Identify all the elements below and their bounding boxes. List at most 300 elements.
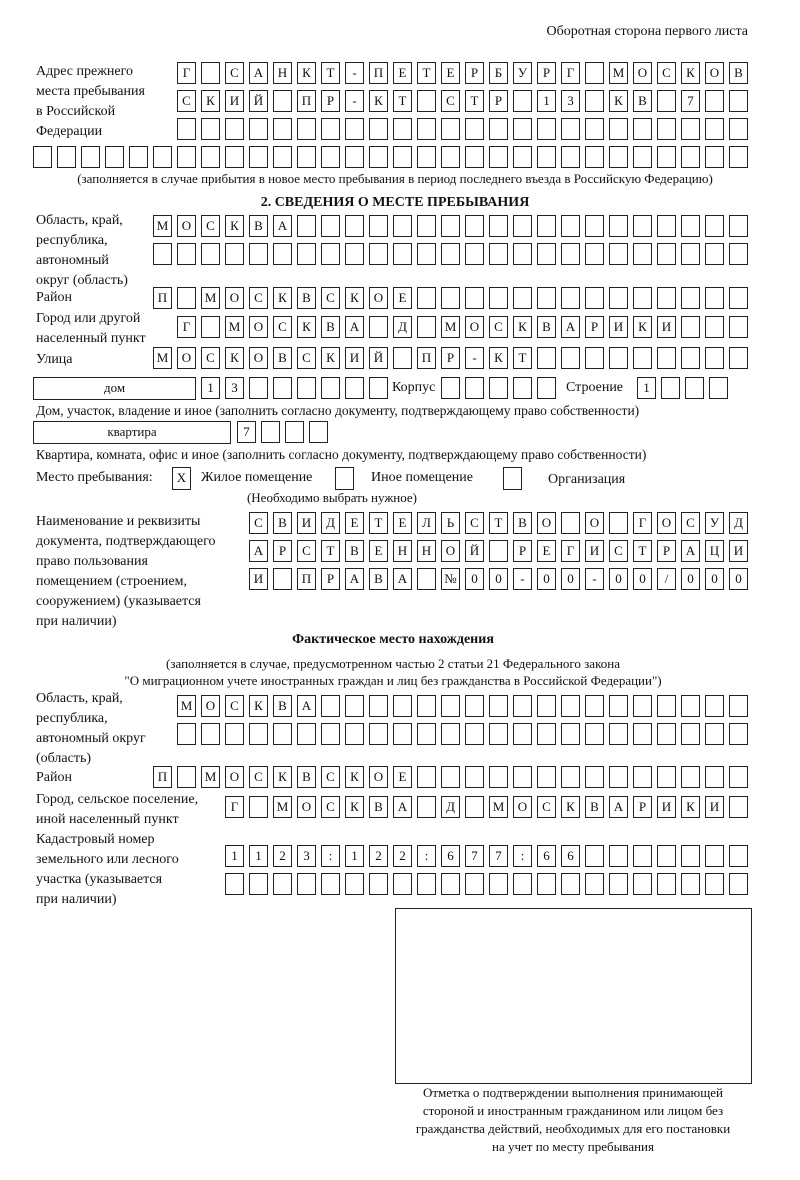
char-cell[interactable] (393, 695, 412, 717)
char-cell[interactable] (465, 243, 484, 265)
char-cell[interactable]: В (513, 512, 532, 534)
char-cell[interactable]: К (681, 62, 700, 84)
char-cell[interactable] (369, 243, 388, 265)
char-cell[interactable] (513, 723, 532, 745)
char-cell[interactable] (369, 723, 388, 745)
char-cell[interactable]: 0 (633, 568, 652, 590)
char-cell[interactable] (729, 766, 748, 788)
char-cell[interactable]: Р (633, 796, 652, 818)
char-cell[interactable] (273, 723, 292, 745)
char-cell[interactable] (657, 215, 676, 237)
char-cell[interactable] (465, 695, 484, 717)
char-cell[interactable]: К (249, 695, 268, 717)
char-cell[interactable]: - (345, 90, 364, 112)
char-cell[interactable]: Й (369, 347, 388, 369)
char-cell[interactable] (633, 215, 652, 237)
char-cell[interactable] (225, 118, 244, 140)
char-cell[interactable] (633, 766, 652, 788)
char-cell[interactable] (129, 146, 148, 168)
char-cell[interactable]: К (297, 316, 316, 338)
char-cell[interactable]: И (297, 512, 316, 534)
char-cell[interactable] (57, 146, 76, 168)
char-cell[interactable]: И (657, 796, 676, 818)
char-cell[interactable] (297, 243, 316, 265)
char-cell[interactable] (609, 146, 628, 168)
char-cell[interactable] (681, 845, 700, 867)
char-cell[interactable] (681, 287, 700, 309)
char-cell[interactable] (345, 243, 364, 265)
char-cell[interactable] (705, 695, 724, 717)
char-cell[interactable]: 1 (345, 845, 364, 867)
char-cell[interactable] (201, 118, 220, 140)
char-cell[interactable] (321, 215, 340, 237)
char-cell[interactable] (273, 568, 292, 590)
char-cell[interactable]: Б (489, 62, 508, 84)
char-cell[interactable] (633, 287, 652, 309)
char-cell[interactable] (681, 347, 700, 369)
char-cell[interactable] (681, 215, 700, 237)
char-cell[interactable] (513, 873, 532, 895)
char-cell[interactable] (273, 873, 292, 895)
char-cell[interactable] (537, 347, 556, 369)
char-cell[interactable] (441, 873, 460, 895)
char-cell[interactable]: : (321, 845, 340, 867)
char-cell[interactable]: : (417, 845, 436, 867)
char-cell[interactable] (465, 146, 484, 168)
char-cell[interactable] (321, 243, 340, 265)
char-cell[interactable] (465, 118, 484, 140)
char-cell[interactable] (177, 287, 196, 309)
char-cell[interactable] (285, 421, 304, 443)
char-cell[interactable]: 0 (561, 568, 580, 590)
char-cell[interactable] (249, 796, 268, 818)
char-cell[interactable] (661, 377, 680, 399)
char-cell[interactable] (729, 723, 748, 745)
char-cell[interactable] (489, 766, 508, 788)
char-cell[interactable]: Р (585, 316, 604, 338)
char-cell[interactable]: Е (345, 512, 364, 534)
char-cell[interactable] (513, 146, 532, 168)
char-cell[interactable]: Т (633, 540, 652, 562)
char-cell[interactable]: 1 (225, 845, 244, 867)
char-cell[interactable] (609, 512, 628, 534)
char-cell[interactable] (297, 215, 316, 237)
char-cell[interactable]: Г (633, 512, 652, 534)
char-cell[interactable]: О (177, 215, 196, 237)
char-cell[interactable]: Т (513, 347, 532, 369)
char-cell[interactable]: Р (537, 62, 556, 84)
char-cell[interactable]: С (201, 215, 220, 237)
char-cell[interactable] (441, 215, 460, 237)
char-cell[interactable] (513, 243, 532, 265)
char-cell[interactable] (705, 287, 724, 309)
char-cell[interactable] (681, 723, 700, 745)
char-cell[interactable] (585, 90, 604, 112)
char-cell[interactable]: Т (465, 90, 484, 112)
char-cell[interactable]: Г (561, 62, 580, 84)
char-cell[interactable]: О (249, 316, 268, 338)
char-cell[interactable] (465, 287, 484, 309)
char-cell[interactable]: О (465, 316, 484, 338)
char-cell[interactable] (297, 723, 316, 745)
char-cell[interactable] (705, 723, 724, 745)
char-cell[interactable] (321, 873, 340, 895)
char-cell[interactable] (585, 118, 604, 140)
char-cell[interactable]: С (537, 796, 556, 818)
char-cell[interactable] (585, 146, 604, 168)
char-cell[interactable] (153, 243, 172, 265)
stay-checkbox-other[interactable] (335, 467, 354, 490)
char-cell[interactable] (489, 243, 508, 265)
char-cell[interactable] (393, 118, 412, 140)
char-cell[interactable] (681, 316, 700, 338)
char-cell[interactable] (441, 118, 460, 140)
char-cell[interactable] (537, 723, 556, 745)
char-cell[interactable] (417, 118, 436, 140)
char-cell[interactable] (537, 695, 556, 717)
char-cell[interactable] (729, 796, 748, 818)
char-cell[interactable] (633, 845, 652, 867)
char-cell[interactable]: У (513, 62, 532, 84)
char-cell[interactable] (657, 287, 676, 309)
char-cell[interactable] (537, 287, 556, 309)
char-cell[interactable]: Н (417, 540, 436, 562)
char-cell[interactable] (177, 766, 196, 788)
char-cell[interactable]: У (705, 512, 724, 534)
char-cell[interactable] (273, 90, 292, 112)
char-cell[interactable]: В (249, 215, 268, 237)
char-cell[interactable]: О (633, 62, 652, 84)
char-cell[interactable] (657, 146, 676, 168)
char-cell[interactable] (417, 796, 436, 818)
char-cell[interactable] (681, 873, 700, 895)
char-cell[interactable]: К (513, 316, 532, 338)
char-cell[interactable] (705, 118, 724, 140)
char-cell[interactable] (561, 215, 580, 237)
char-cell[interactable]: А (345, 568, 364, 590)
char-cell[interactable]: С (177, 90, 196, 112)
char-cell[interactable] (345, 118, 364, 140)
char-cell[interactable]: К (561, 796, 580, 818)
char-cell[interactable]: А (273, 215, 292, 237)
char-cell[interactable] (249, 873, 268, 895)
char-cell[interactable]: Г (177, 316, 196, 338)
char-cell[interactable]: С (225, 62, 244, 84)
char-cell[interactable] (441, 377, 460, 399)
char-cell[interactable] (369, 695, 388, 717)
char-cell[interactable]: К (345, 287, 364, 309)
char-cell[interactable]: К (297, 62, 316, 84)
char-cell[interactable]: Т (393, 90, 412, 112)
char-cell[interactable] (681, 766, 700, 788)
char-cell[interactable]: 7 (237, 421, 256, 443)
char-cell[interactable]: В (369, 796, 388, 818)
char-cell[interactable] (249, 243, 268, 265)
char-cell[interactable] (729, 215, 748, 237)
char-cell[interactable]: С (609, 540, 628, 562)
char-cell[interactable] (321, 118, 340, 140)
char-cell[interactable] (465, 723, 484, 745)
char-cell[interactable] (321, 146, 340, 168)
char-cell[interactable]: 1 (201, 377, 220, 399)
char-cell[interactable] (345, 215, 364, 237)
char-cell[interactable]: Е (537, 540, 556, 562)
char-cell[interactable] (249, 146, 268, 168)
char-cell[interactable] (513, 215, 532, 237)
char-cell[interactable] (633, 695, 652, 717)
char-cell[interactable] (489, 540, 508, 562)
char-cell[interactable] (345, 146, 364, 168)
char-cell[interactable] (261, 421, 280, 443)
char-cell[interactable] (309, 421, 328, 443)
char-cell[interactable]: Д (729, 512, 748, 534)
char-cell[interactable]: 7 (465, 845, 484, 867)
char-cell[interactable] (105, 146, 124, 168)
char-cell[interactable] (417, 766, 436, 788)
char-cell[interactable] (729, 118, 748, 140)
char-cell[interactable] (441, 287, 460, 309)
char-cell[interactable]: Д (321, 512, 340, 534)
char-cell[interactable] (201, 62, 220, 84)
char-cell[interactable] (609, 215, 628, 237)
char-cell[interactable]: О (369, 287, 388, 309)
char-cell[interactable]: К (201, 90, 220, 112)
char-cell[interactable]: И (225, 90, 244, 112)
char-cell[interactable]: К (225, 215, 244, 237)
char-cell[interactable] (369, 377, 388, 399)
char-cell[interactable] (225, 243, 244, 265)
char-cell[interactable] (657, 873, 676, 895)
char-cell[interactable] (513, 90, 532, 112)
char-cell[interactable] (657, 723, 676, 745)
char-cell[interactable]: В (273, 347, 292, 369)
char-cell[interactable]: 0 (537, 568, 556, 590)
char-cell[interactable]: И (249, 568, 268, 590)
char-cell[interactable] (705, 766, 724, 788)
char-cell[interactable]: Г (225, 796, 244, 818)
char-cell[interactable] (609, 723, 628, 745)
char-cell[interactable]: Т (321, 62, 340, 84)
char-cell[interactable] (537, 873, 556, 895)
char-cell[interactable]: В (273, 695, 292, 717)
char-cell[interactable] (153, 146, 172, 168)
char-cell[interactable]: В (321, 316, 340, 338)
char-cell[interactable]: 1 (249, 845, 268, 867)
char-cell[interactable]: С (321, 766, 340, 788)
char-cell[interactable]: М (153, 215, 172, 237)
char-cell[interactable]: С (489, 316, 508, 338)
char-cell[interactable] (585, 845, 604, 867)
char-cell[interactable]: С (249, 512, 268, 534)
char-cell[interactable] (585, 766, 604, 788)
char-cell[interactable] (249, 723, 268, 745)
char-cell[interactable]: - (345, 62, 364, 84)
char-cell[interactable]: С (201, 347, 220, 369)
char-cell[interactable]: Г (561, 540, 580, 562)
char-cell[interactable] (417, 90, 436, 112)
char-cell[interactable]: А (609, 796, 628, 818)
char-cell[interactable]: М (153, 347, 172, 369)
char-cell[interactable] (465, 873, 484, 895)
char-cell[interactable]: А (297, 695, 316, 717)
char-cell[interactable]: И (705, 796, 724, 818)
char-cell[interactable] (537, 243, 556, 265)
char-cell[interactable] (609, 695, 628, 717)
char-cell[interactable]: П (297, 90, 316, 112)
char-cell[interactable]: А (393, 568, 412, 590)
char-cell[interactable]: В (633, 90, 652, 112)
char-cell[interactable] (417, 215, 436, 237)
char-cell[interactable] (393, 146, 412, 168)
char-cell[interactable] (81, 146, 100, 168)
char-cell[interactable]: А (393, 796, 412, 818)
char-cell[interactable]: К (681, 796, 700, 818)
char-cell[interactable]: В (297, 766, 316, 788)
char-cell[interactable]: Е (393, 287, 412, 309)
char-cell[interactable] (537, 766, 556, 788)
stay-checkbox-residential[interactable]: X (172, 467, 191, 490)
char-cell[interactable] (417, 723, 436, 745)
char-cell[interactable]: О (513, 796, 532, 818)
char-cell[interactable] (609, 766, 628, 788)
char-cell[interactable]: 7 (681, 90, 700, 112)
char-cell[interactable] (33, 146, 52, 168)
char-cell[interactable] (657, 243, 676, 265)
char-cell[interactable] (633, 723, 652, 745)
char-cell[interactable] (585, 695, 604, 717)
char-cell[interactable] (609, 287, 628, 309)
char-cell[interactable]: 0 (681, 568, 700, 590)
char-cell[interactable] (249, 118, 268, 140)
char-cell[interactable]: О (537, 512, 556, 534)
char-cell[interactable] (705, 146, 724, 168)
char-cell[interactable]: О (705, 62, 724, 84)
char-cell[interactable] (297, 118, 316, 140)
char-cell[interactable] (465, 377, 484, 399)
char-cell[interactable] (709, 377, 728, 399)
char-cell[interactable] (705, 90, 724, 112)
char-cell[interactable] (585, 62, 604, 84)
char-cell[interactable] (249, 377, 268, 399)
char-cell[interactable] (465, 215, 484, 237)
char-cell[interactable] (537, 118, 556, 140)
char-cell[interactable]: Е (369, 540, 388, 562)
char-cell[interactable] (729, 347, 748, 369)
char-cell[interactable] (273, 243, 292, 265)
char-cell[interactable] (441, 695, 460, 717)
char-cell[interactable]: В (537, 316, 556, 338)
char-cell[interactable] (729, 695, 748, 717)
char-cell[interactable]: С (657, 62, 676, 84)
char-cell[interactable]: Р (441, 347, 460, 369)
char-cell[interactable] (393, 215, 412, 237)
char-cell[interactable]: Д (441, 796, 460, 818)
char-cell[interactable]: № (441, 568, 460, 590)
char-cell[interactable]: Р (657, 540, 676, 562)
char-cell[interactable] (729, 287, 748, 309)
char-cell[interactable] (369, 316, 388, 338)
char-cell[interactable] (321, 377, 340, 399)
char-cell[interactable]: 0 (465, 568, 484, 590)
char-cell[interactable] (441, 146, 460, 168)
char-cell[interactable] (321, 723, 340, 745)
char-cell[interactable]: И (585, 540, 604, 562)
char-cell[interactable] (633, 243, 652, 265)
char-cell[interactable]: О (585, 512, 604, 534)
char-cell[interactable]: М (201, 766, 220, 788)
char-cell[interactable] (609, 347, 628, 369)
char-cell[interactable] (537, 215, 556, 237)
char-cell[interactable] (657, 347, 676, 369)
char-cell[interactable]: О (225, 766, 244, 788)
char-cell[interactable]: П (153, 766, 172, 788)
char-cell[interactable]: 6 (537, 845, 556, 867)
char-cell[interactable] (537, 146, 556, 168)
char-cell[interactable] (537, 377, 556, 399)
char-cell[interactable]: Т (489, 512, 508, 534)
char-cell[interactable]: 6 (561, 845, 580, 867)
char-cell[interactable]: 0 (489, 568, 508, 590)
char-cell[interactable] (345, 695, 364, 717)
char-cell[interactable] (561, 512, 580, 534)
char-cell[interactable]: : (513, 845, 532, 867)
char-cell[interactable] (561, 347, 580, 369)
char-cell[interactable] (633, 873, 652, 895)
char-cell[interactable] (201, 243, 220, 265)
char-cell[interactable]: Е (393, 766, 412, 788)
char-cell[interactable]: С (321, 796, 340, 818)
char-cell[interactable] (417, 287, 436, 309)
char-cell[interactable]: К (369, 90, 388, 112)
char-cell[interactable] (681, 243, 700, 265)
char-cell[interactable]: В (585, 796, 604, 818)
char-cell[interactable]: А (681, 540, 700, 562)
char-cell[interactable] (657, 845, 676, 867)
char-cell[interactable] (705, 873, 724, 895)
char-cell[interactable]: Р (465, 62, 484, 84)
char-cell[interactable]: К (633, 316, 652, 338)
char-cell[interactable]: С (297, 347, 316, 369)
char-cell[interactable]: В (369, 568, 388, 590)
char-cell[interactable] (177, 118, 196, 140)
char-cell[interactable] (585, 723, 604, 745)
char-cell[interactable] (369, 215, 388, 237)
char-cell[interactable]: О (441, 540, 460, 562)
char-cell[interactable]: М (177, 695, 196, 717)
char-cell[interactable] (705, 845, 724, 867)
char-cell[interactable]: О (225, 287, 244, 309)
char-cell[interactable]: О (177, 347, 196, 369)
char-cell[interactable] (561, 146, 580, 168)
char-cell[interactable]: Е (393, 512, 412, 534)
char-cell[interactable] (633, 347, 652, 369)
char-cell[interactable]: И (657, 316, 676, 338)
char-cell[interactable]: К (273, 766, 292, 788)
char-cell[interactable] (705, 316, 724, 338)
char-cell[interactable] (513, 377, 532, 399)
char-cell[interactable] (561, 695, 580, 717)
char-cell[interactable] (177, 723, 196, 745)
char-cell[interactable]: П (369, 62, 388, 84)
char-cell[interactable]: Л (417, 512, 436, 534)
char-cell[interactable] (681, 118, 700, 140)
char-cell[interactable]: 2 (369, 845, 388, 867)
char-cell[interactable] (489, 287, 508, 309)
char-cell[interactable] (585, 287, 604, 309)
char-cell[interactable] (297, 146, 316, 168)
char-cell[interactable] (369, 118, 388, 140)
char-cell[interactable]: 2 (393, 845, 412, 867)
